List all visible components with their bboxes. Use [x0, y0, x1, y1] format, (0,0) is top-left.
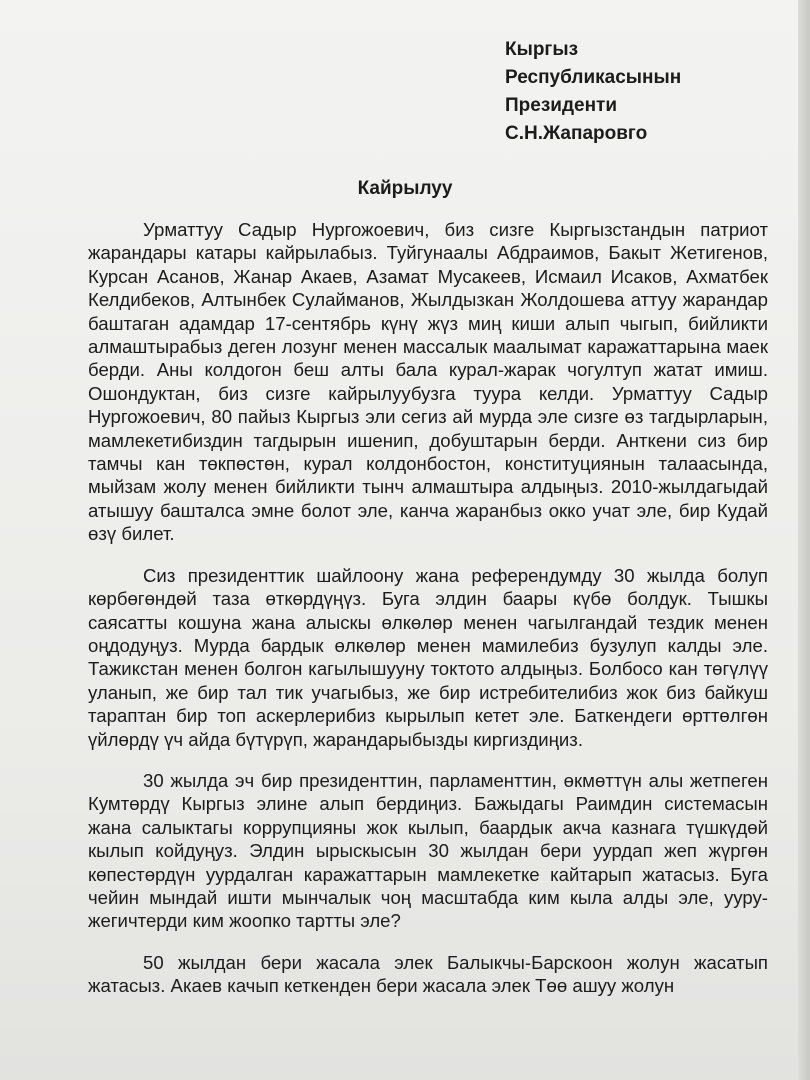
addressee-line-3: Президенти — [505, 95, 618, 116]
letter-body — [88, 218, 768, 1016]
addressee-line-1: Кыргыз — [505, 39, 579, 60]
addressee-line-2: Республикасынын — [505, 67, 682, 88]
page-edge-shadow — [798, 0, 810, 1080]
paragraph-3: 30 жылда эч бир президенттин, парламенттин, өкмөттүн алы жетпеген Кумтөрдү Кыргыз элине алып бердиңиз. Бажыдагы Раимдин системасын жана салыктагы коррупцияны жок кылып, баардык акча казнага түшкүдөй кылып койдуңуз. Элдин ырыскысын 30 жылдан бери уурдап жеп жүргөн көпестөрдүн уурдалган каражаттарын мамлекетке кайтарып жатасыз. Буга чейин мындай ишти мынчалык чоң масштабда ким кыла алды эле, ууру-жегичтерди ким жоопко тартты эле? — [88, 769, 768, 932]
letter-title: Кайрылуу — [357, 178, 453, 199]
paragraph-1: Урматтуу Садыр Нургожоевич, биз сизге Кыргызстандын патриот жарандары катары кайрылабыз. Туйгунаалы Абдраимов, Бакыт Жетигенов, Курсан Асанов, Жанар Акаев, Азамат Мусакеев, Исмаил Исаков, Ахматбек Келдибеков, Алтынбек Сулайманов, Жылдызкан Жолдошева аттуу жарандар баштаган адамдар 17-сентябрь күнү жүз миң киши алып чыгып, бийликти алмаштырабыз деген лозунг менен массалык маалымат каражаттарына маек берди. Аны колдогон беш алты бала курал-жарак чогултуп жатат имиш. Ошондуктан, биз сизге кайрылуубузга туура келди. Урматтуу Садыр Нургожоевич, 80 пайыз Кыргыз эли сегиз ай мурда эле сизге өз тагдырларын, мамлекетибиздин тагдырын ишенип, добуштарын берди. Анткени сиз бир тамчы кан төкпөстөн, курал колдонбостон, конституциянын талаасында, мыйзам жолу менен бийликти тынч алмаштыра алдыңыз. 2010-жылдагыдай атышуу башталса эмне болот эле, канча жаранбыз окко учат эле, бир Кудай өзү билет. — [88, 219, 768, 545]
paragraph-2: Сиз президенттик шайлоону жана референдумду 30 жылда болуп көрбөгөндөй таза өткөрдүңүз. Буга элдин баары күбө болдук. Тышкы саясатты кошуна жана алыскы өлкөлөр менен чагылгандай тездик менен оңдодуңуз. Мурда бардык өлкөлөр менен мамилебиз бузулуп калды эле. Тажикстан менен болгон кагылышууну токтото алдыңыз. Болбосо кан төгүлүү уланып, же бир тал тик учагыбыз, же бир истребителибиз жок биз байкуш тараптан бир топ аскерлерибиз кырылып кетет эле. Баткендеги өрттөлгөн үйлөрдү үч айда бүтүрүп, жарандарыбызды киргиздиңиз. — [88, 564, 768, 750]
addressee-line-4: С.Н.Жапаровго — [505, 123, 648, 144]
addressee-block — [505, 36, 681, 148]
paragraph-4: 50 жылдан бери жасала элек Балыкчы-Барскоон жолун жасатып жатасыз. Акаев качып кеткенден бери жасала элек Төө ашуу жолун — [88, 951, 768, 997]
